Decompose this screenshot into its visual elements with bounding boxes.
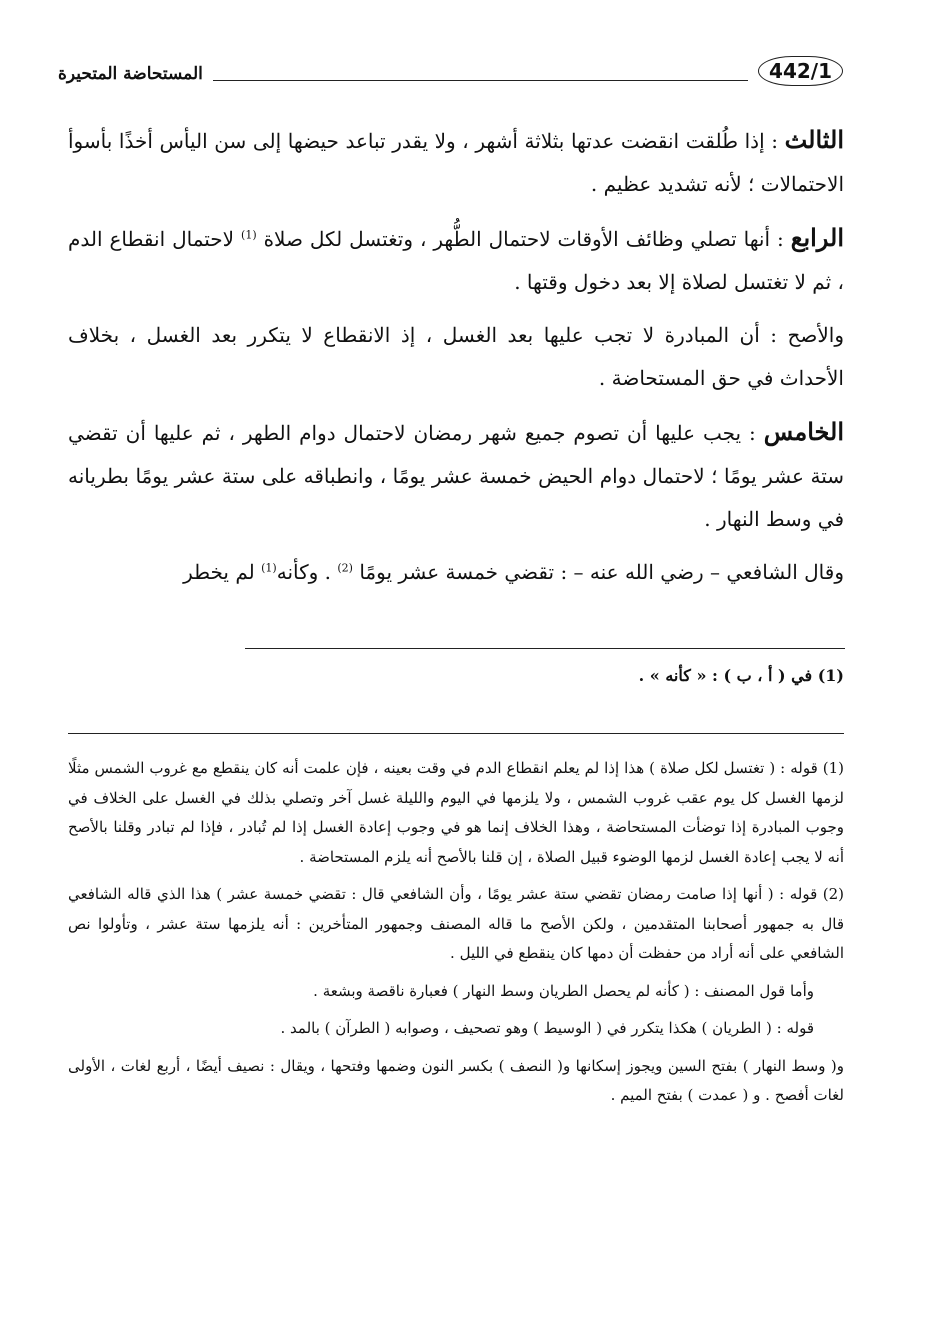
footnotes (68, 754, 844, 1119)
footnote-1: (1) قوله : ( تغتسل لكل صلاة ) هذا إذا لم يعلم انقطاع الدم في وقت بعينه ، فإن علمت أنه كان ينقطع مع غروب الشمس مثلًا لزمها الغسل كل يوم عقب غروب الشمس ، ولا يلزمها في اليوم والليلة غسل آخر وتصلي بذلك في الغسل على الخلاف في وجوب المبادرة إذا توضأت المستحاضة ، وهذا الخلاف إنما هو في وجوب إعادة الغسل إذا لم تُبادر ، فإذا لم تبادر وقلنا بالأصح أنه لا يجب إعادة الغسل لزمها الوضوء قبيل الصلاة ، إن قلنا بالأصح أنه يلزم المستحاضة . (68, 759, 844, 866)
header-rule (213, 80, 748, 81)
paragraph-shafii-text-c: لم يخطر (183, 560, 255, 584)
variant-ref-1: (1) (261, 561, 277, 575)
page-header (58, 56, 843, 96)
paragraph-third (68, 118, 844, 206)
paragraph-fourth (68, 216, 844, 304)
footnote-2: (2) قوله : ( أنها إذا صامت رمضان تقضي ستة عشر يومًا ، وأن الشافعي قال : تقضي خمسة عشر ) هذا الذي قاله الشافعي قال به جمهور أصحابنا المتقدمين ، ولكن الأصح ما قاله المصنف وجمهور المتأخرين : أنه يلزمها ستة عشر ، وتأولوا نص الشافعي على أنه أراد من حفظت أن دمها كان ينقطع في الليل . (68, 885, 844, 962)
paragraph-fifth-text: : يجب عليها أن تصوم جميع شهر رمضان لاحتمال دوام الطهر ، ثم عليها أن تقضي ستة عشر يومًا ؛ لاحتمال دوام الحيض خمسة عشر يومًا ، وانطباقه على ستة عشر يومًا بطريانه في وسط النهار . (68, 421, 844, 531)
footnote-2-remark-3: و( وسط النهار ) بفتح السين ويجوز إسكانها و( النصف ) بكسر النون وضمها وفتحها ، ويقال : نصيف أيضًا ، أربع لغات ، الأولى لغات أفصح . و ( عمدت ) بفتح الميم . (68, 1056, 844, 1104)
heading-fifth: الخامس (763, 417, 845, 446)
footnote-ref-2: (2) (337, 561, 353, 575)
running-title: المستحاضة المتحيرة (58, 64, 203, 84)
paragraph-shafii (68, 551, 844, 594)
footnote-2-remark-2: قوله : ( الطريان ) هكذا يتكرر في ( الوسيط ) وهو تصحيف ، وصوابه ( الطرآن ) بالمد . (280, 1019, 814, 1037)
paragraph-third-text: : إذا طُلقت انقضت عدتها بثلاثة أشهر ، ولا يقدر تباعد حيضها إلى سن اليأس أخذًا بأسوأ الاحتمالات ؛ لأنه تشديد عظيم . (68, 129, 844, 196)
footnote-ref-1: (1) (241, 228, 257, 242)
paragraph-asahh-text: والأصح : أن المبادرة لا تجب عليها بعد الغسل ، إذ الانقطاع لا يتكرر بعد الغسل ، بخلاف الأحداث في حق المستحاضة . (68, 323, 844, 390)
footnote-2-remark-1: وأما قول المصنف : ( كأنه لم يحصل الطريان وسط النهار ) فعبارة ناقصة وبشعة . (313, 981, 814, 1000)
paragraph-fourth-text-b: لاحتمال انقطاع الدم ، ثم لا تغتسل لصلاة إلا بعد دخول وقتها . (68, 227, 844, 294)
paragraph-fifth (68, 410, 844, 541)
paragraph-asahh (68, 314, 844, 400)
paragraph-fourth-text-a: : أنها تصلي وظائف الأوقات لاحتمال الطُّهر ، وتغتسل لكل صلاة (263, 227, 784, 251)
variant-note: (1) في ( أ ، ب ) : « كأنه » . (638, 666, 844, 685)
heading-fourth: الرابع (790, 223, 845, 252)
heading-third: الثالث (784, 125, 845, 154)
main-text (68, 118, 844, 604)
footnotes-rule (68, 733, 844, 734)
main-text-rule (245, 648, 845, 649)
paragraph-shafii-text-a: وقال الشافعي – رضي الله عنه – : تقضي خمسة عشر يومًا (359, 560, 844, 584)
page-number: 442/1 (758, 56, 843, 86)
paragraph-shafii-text-b: . وكأنه (276, 560, 331, 584)
